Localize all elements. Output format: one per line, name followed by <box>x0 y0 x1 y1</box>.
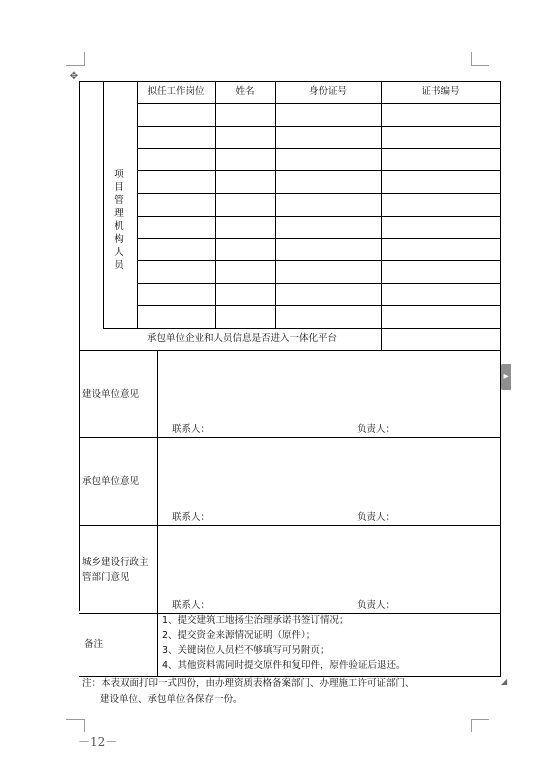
personnel-cell[interactable] <box>382 194 500 216</box>
personnel-cell[interactable] <box>382 217 500 238</box>
note-item: 1、提交建筑工地扬尘治理承诺书签订情况； <box>162 615 349 626</box>
personnel-cell[interactable] <box>382 306 500 328</box>
personnel-section-label: 项目管理机构人员 <box>114 169 124 271</box>
personnel-cell[interactable] <box>276 149 381 170</box>
platform-question-label: 承包单位企业和人员信息是否进入一体化平台 <box>146 333 337 344</box>
personnel-cell[interactable] <box>138 217 215 238</box>
personnel-cell[interactable] <box>138 261 215 283</box>
personnel-cell[interactable] <box>138 127 215 148</box>
personnel-cell[interactable] <box>276 239 381 260</box>
personnel-cell[interactable] <box>276 306 381 328</box>
personnel-cell[interactable] <box>216 104 275 126</box>
contact-person-label: 联系人： <box>172 424 211 435</box>
table-move-handle-icon[interactable]: ✥ <box>69 71 79 82</box>
platform-answer-cell[interactable] <box>382 329 500 350</box>
table-header-id-number: 身份证号 <box>308 86 347 97</box>
note-item: 2、提交资金来源情况证明（原件）； <box>162 630 316 641</box>
table-header-name: 姓名 <box>235 86 255 97</box>
opinion-label-authority: 城乡建设行政主管部门意见 <box>82 557 149 583</box>
opinion-label-construction: 建设单位意见 <box>82 389 140 400</box>
personnel-cell[interactable] <box>382 127 500 148</box>
personnel-cell[interactable] <box>138 171 215 193</box>
personnel-cell[interactable] <box>138 194 215 216</box>
personnel-cell[interactable] <box>216 239 275 260</box>
personnel-cell[interactable] <box>138 104 215 126</box>
contact-person-label: 联系人： <box>172 600 211 611</box>
personnel-cell[interactable] <box>276 261 381 283</box>
personnel-cell[interactable] <box>216 261 275 283</box>
note-item: 4、其他资料需同时提交原件和复印件，原件验证后退还。 <box>162 660 406 671</box>
personnel-cell[interactable] <box>216 149 275 170</box>
personnel-cell[interactable] <box>216 284 275 305</box>
personnel-cell[interactable] <box>382 239 500 260</box>
personnel-cell[interactable] <box>382 149 500 170</box>
responsible-person-label: 负责人： <box>357 512 396 523</box>
footer-note-line-2: 建设单位、承包单位各保存一份。 <box>100 694 243 705</box>
personnel-cell[interactable] <box>382 104 500 126</box>
table-resize-icon[interactable]: ◢ <box>501 677 508 686</box>
notes-label: 备注 <box>84 639 104 650</box>
note-item: 3、关键岗位人员栏不够填写可另附页； <box>162 645 330 656</box>
personnel-cell[interactable] <box>216 217 275 238</box>
table-left-border <box>79 81 80 611</box>
personnel-cell[interactable] <box>382 284 500 305</box>
personnel-cell[interactable] <box>216 171 275 193</box>
opinion-section-bottom-line <box>79 613 501 614</box>
personnel-cell[interactable] <box>276 104 381 126</box>
table-header-certificate-number: 证书编号 <box>421 86 460 97</box>
footer-note <box>82 676 502 708</box>
personnel-cell[interactable] <box>276 171 381 193</box>
personnel-cell[interactable] <box>382 171 500 193</box>
personnel-cell[interactable] <box>276 127 381 148</box>
personnel-cell[interactable] <box>138 149 215 170</box>
personnel-cell[interactable] <box>216 194 275 216</box>
responsible-person-label: 负责人： <box>357 424 396 435</box>
personnel-cell[interactable] <box>216 306 275 328</box>
table-header-post: 拟任工作岗位 <box>147 86 205 97</box>
table-top-border <box>79 81 501 82</box>
responsible-person-label: 负责人： <box>357 600 396 611</box>
opinion-label-contractor: 承包单位意见 <box>82 476 140 487</box>
personnel-cell[interactable] <box>138 284 215 305</box>
personnel-cell[interactable] <box>138 239 215 260</box>
contact-person-label: 联系人： <box>172 512 211 523</box>
personnel-cell[interactable] <box>216 127 275 148</box>
personnel-cell[interactable] <box>276 284 381 305</box>
footer-note-line-1: 注：本表双面打印一式四份，由办理资质表格备案部门、办理施工许可证部门、 <box>82 678 415 689</box>
personnel-inner-left-line <box>103 81 104 329</box>
side-expand-tab[interactable]: ▸ <box>501 364 511 390</box>
page-number: －12－ <box>78 735 118 749</box>
personnel-cell[interactable] <box>276 194 381 216</box>
personnel-cell[interactable] <box>382 261 500 283</box>
personnel-cell[interactable] <box>276 217 381 238</box>
personnel-cell[interactable] <box>138 306 215 328</box>
